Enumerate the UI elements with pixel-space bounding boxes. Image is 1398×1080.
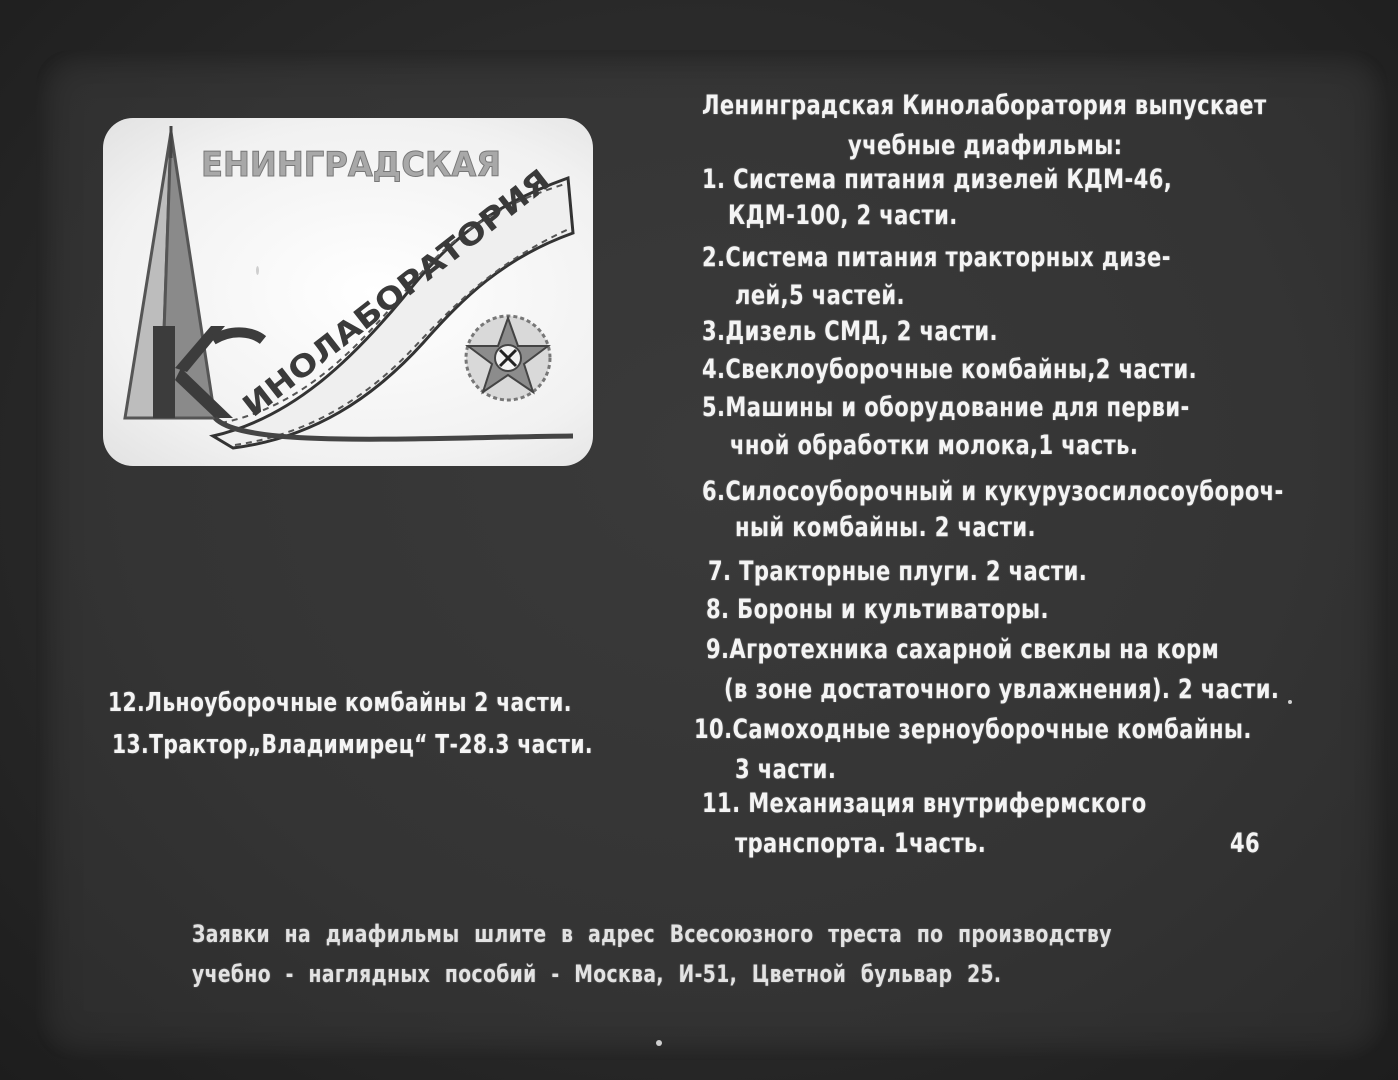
heading-line2: учебные диафильмы: [848, 130, 1123, 161]
list-item-2-cont: лей,5 частей. [735, 280, 905, 311]
item-number: 3. [702, 316, 726, 347]
item-text: Система питания дизелей КДМ-46, [733, 164, 1173, 195]
item-text: Трактор„Владимирец“ Т-28.3 части. [149, 730, 594, 760]
item-number: 6. [702, 476, 726, 507]
item-number: 8. [706, 594, 730, 625]
item-text: Агротехника сахарной свеклы на корм [729, 634, 1220, 665]
item-number: 1. [702, 164, 726, 195]
film-speck [256, 266, 259, 275]
footer-line2: учебно - наглядных пособий - Москва, И-51, Цветной бульвар 25. [192, 960, 1002, 988]
list-item-3 [702, 316, 998, 347]
logo-word-top: ЕНИНГРАДСКАЯ [201, 145, 501, 185]
item-text: Самоходные зерноуборочные комбайны. [732, 714, 1252, 745]
film-speck [656, 1040, 662, 1046]
list-item-12 [108, 688, 572, 718]
item-text: Машины и оборудование для перви- [725, 392, 1190, 423]
list-item-5 [702, 392, 1190, 423]
item-text: Силосоуборочный и кукурузосилосоубороч- [725, 476, 1284, 507]
list-item-11 [702, 788, 1147, 819]
item-number: 12. [108, 688, 146, 718]
list-item-6 [702, 476, 1284, 507]
star-hammer-emblem-icon [466, 316, 550, 400]
item-text: Бороны и культиваторы. [737, 594, 1049, 625]
item-number: 13. [112, 730, 150, 760]
film-speck [1288, 700, 1292, 704]
item-text: Механизация внутрифермского [748, 788, 1147, 819]
item-number: 5. [702, 392, 726, 423]
item-number: 9. [706, 634, 730, 665]
list-item-2 [702, 242, 1171, 273]
logo-card [103, 118, 593, 466]
item-text: Свеклоуборочные комбайны,2 части. [725, 354, 1198, 385]
list-item-8 [706, 594, 1049, 625]
footer-line1: Заявки на диафильмы шлите в адрес Всесоюзного треста по производству [192, 920, 1112, 948]
item-number: 2. [702, 242, 726, 273]
list-item-10-cont: 3 части. [735, 754, 837, 785]
list-item-6-cont: ный комбайны. 2 части. [735, 512, 1036, 543]
list-item-4 [702, 354, 1197, 385]
page-number: 46 [1230, 828, 1261, 859]
item-number: 10. [694, 714, 733, 745]
item-number: 4. [702, 354, 726, 385]
item-text: Система питания тракторных дизе- [725, 242, 1171, 273]
list-item-13 [112, 730, 593, 760]
item-text: Дизель СМД, 2 части. [725, 316, 998, 347]
item-text: Льноуборочные комбайны 2 части. [145, 688, 572, 718]
leningrad-kinolab-logo [103, 118, 593, 466]
list-item-1 [702, 164, 1172, 195]
list-item-1-cont: КДМ-100, 2 части. [728, 200, 958, 231]
item-number: 7. [708, 556, 732, 587]
list-item-9 [706, 634, 1219, 665]
item-number: 11. [702, 788, 741, 819]
list-item-11-cont: транспорта. 1часть. [735, 828, 987, 859]
item-text: Тракторные плуги. 2 части. [739, 556, 1088, 587]
heading-line1: Ленинградская Кинолаборатория выпускает [702, 90, 1267, 121]
list-item-7 [708, 556, 1087, 587]
list-item-9-cont: (в зоне достаточного увлажнения). 2 части. [724, 674, 1280, 705]
list-item-5-cont: чной обработки молока,1 часть. [730, 430, 1139, 461]
logo-word-bottom: ИНОЛАБОРАТОРИЯ [236, 191, 521, 425]
list-item-10 [694, 714, 1252, 745]
